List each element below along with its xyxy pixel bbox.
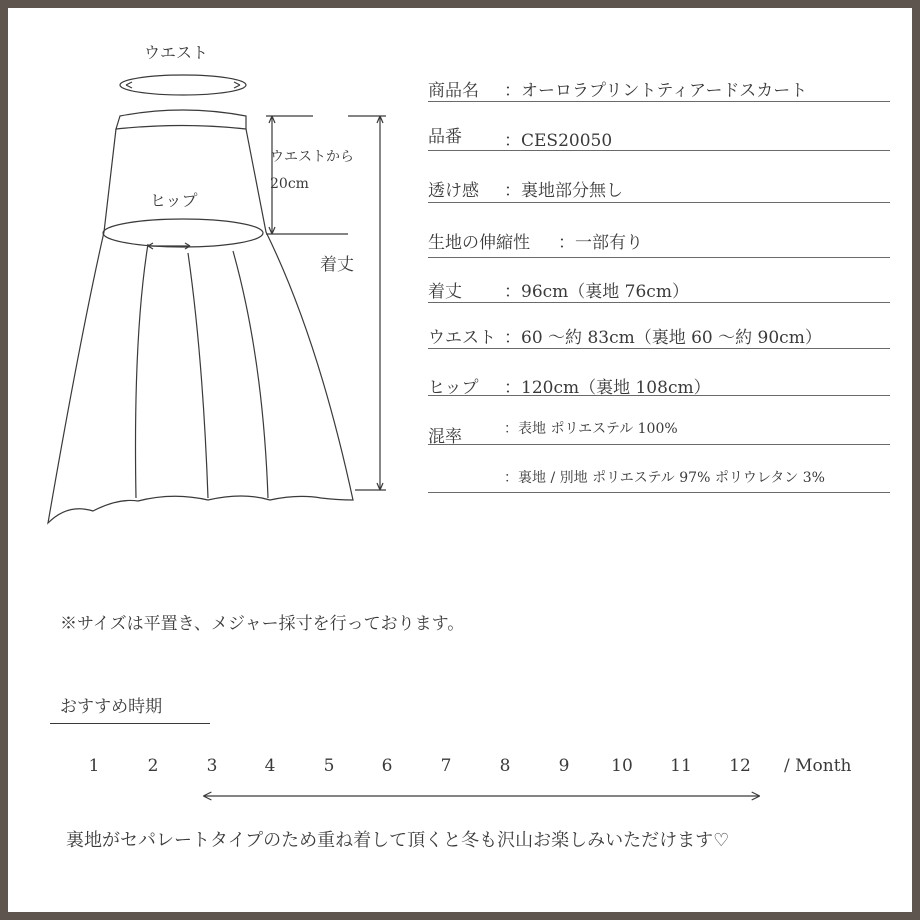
spec-row-stretch (428, 220, 890, 258)
spec-value: ：CES20050 (504, 131, 613, 151)
spec-label: 品番 (428, 127, 462, 147)
spec-label: 着丈 (428, 282, 462, 302)
spec-value: ：表地 ポリエステル 100% (504, 421, 678, 437)
month-label: 6 (381, 756, 393, 776)
month-label: 5 (323, 756, 335, 776)
spec-value: ：一部有り (558, 233, 643, 253)
footer-message: 裏地がセパレートタイプのため重ね着して頂くと冬も沢山お楽しみいただけます♡ (66, 830, 730, 851)
panel-line-1 (136, 244, 149, 498)
spec-row-hip (428, 357, 890, 396)
spec-label: 混率 (428, 427, 462, 447)
waist-label: ウエスト (144, 43, 209, 62)
month-label: 11 (670, 756, 692, 776)
length-line (348, 116, 386, 490)
waist-to-value: 20cm (270, 176, 309, 192)
measurement-note: ※サイズは平置き、メジャー採寸を行っております。 (60, 614, 465, 634)
spec-value: ：裏地 / 別地 ポリエステル 97% ポリウレタン 3% (504, 470, 825, 486)
waist-ellipse (120, 75, 246, 95)
waist-arrow-left (126, 82, 132, 88)
season-title: おすすめ時期 (60, 697, 163, 717)
spec-row-product-name (428, 76, 890, 102)
spec-value: ：裏地部分無し (504, 181, 623, 201)
month-label: 3 (206, 756, 218, 776)
month-label: 1 (88, 756, 100, 776)
spec-value: ：オーロラプリントティアードスカート (504, 81, 808, 101)
spec-row-transparency (428, 170, 890, 203)
month-label: 8 (499, 756, 511, 776)
spec-label: ヒップ (428, 378, 479, 398)
spec-row-lining (428, 456, 890, 493)
month-label: 2 (147, 756, 159, 776)
spec-label: 透け感 (428, 181, 479, 201)
spec-row-length (428, 266, 890, 303)
panel-line-3 (233, 251, 268, 498)
month-label: 7 (440, 756, 452, 776)
size-chart-page (8, 8, 912, 912)
waist-to-hip-line (266, 116, 348, 234)
spec-value: ：96cm（裏地 76cm） (504, 282, 689, 302)
season-title-underline (50, 723, 210, 724)
spec-label: ウエスト (428, 328, 496, 348)
month-label: 10 (611, 756, 633, 776)
hip-ellipse (103, 219, 263, 247)
spec-label: 商品名 (428, 81, 479, 101)
length-label: 着丈 (320, 255, 354, 275)
spec-row-item-number (428, 122, 890, 151)
spec-row-waist (428, 311, 890, 349)
waistband (116, 110, 246, 129)
panel-line-2 (188, 253, 208, 498)
spec-row-composition (428, 406, 890, 445)
waist-to-label: ウエストから (270, 149, 354, 165)
spec-label: 生地の伸縮性 (428, 233, 530, 253)
month-unit: / Month (784, 756, 852, 776)
season-range-arrow (8, 786, 912, 806)
month-label: 9 (558, 756, 570, 776)
month-label: 4 (264, 756, 276, 776)
hip-label: ヒップ (150, 191, 198, 210)
month-label: 12 (729, 756, 751, 776)
waist-arrow-right (234, 82, 240, 88)
spec-value: ：60 〜約 83cm（裏地 60 〜約 90cm） (504, 328, 822, 348)
spec-value: ：120cm（裏地 108cm） (504, 378, 711, 398)
